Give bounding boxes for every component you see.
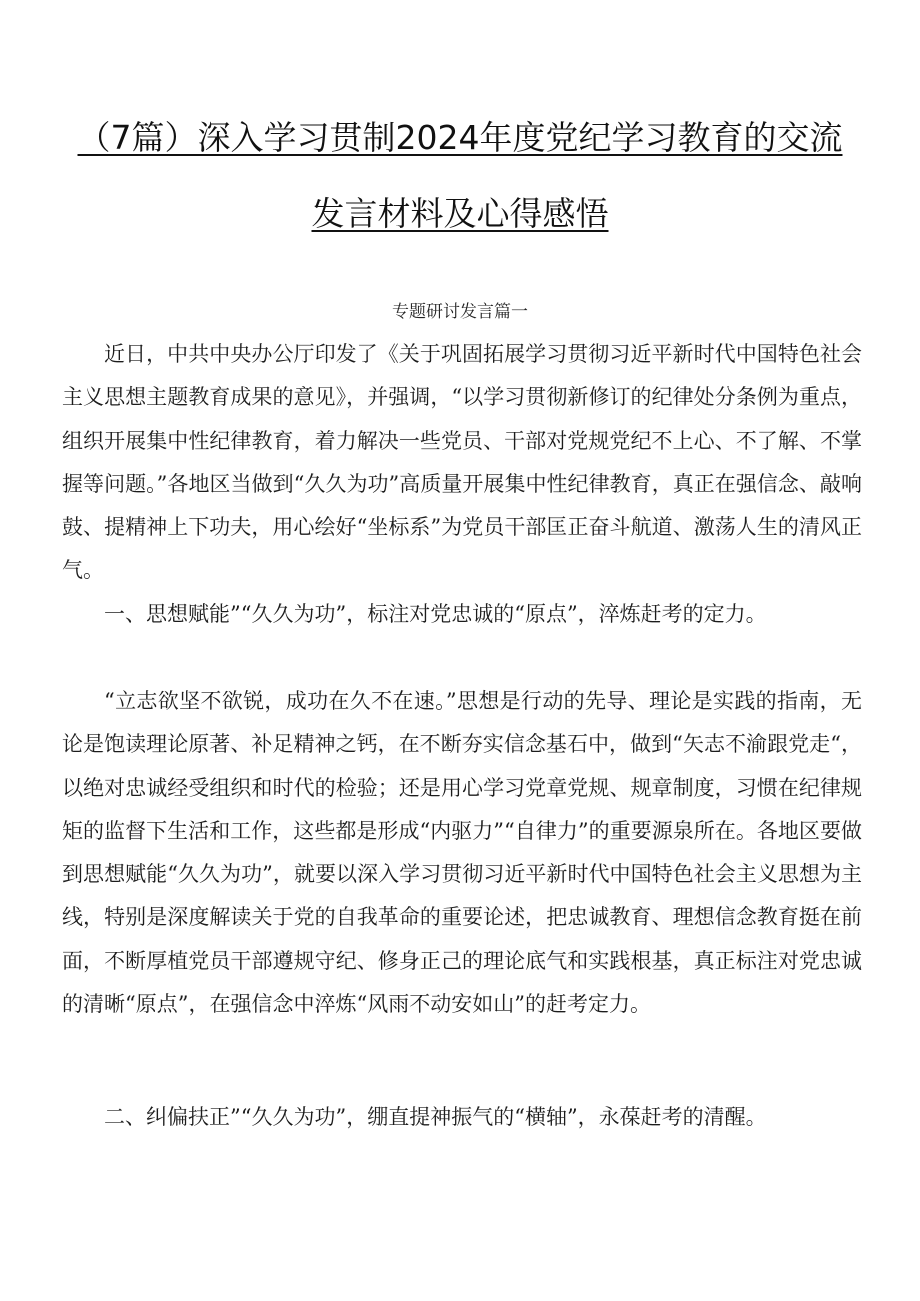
paragraph-heading-two: 二、纠偏扶正”“久久为功”，绷直提神振气的“横轴”，永葆赶考的清醒。 bbox=[104, 1105, 767, 1129]
document-title-line-2: 发言材料及心得感悟 bbox=[311, 194, 609, 233]
document-title-line-1: （7篇）深入学习贯制2024年度党纪学习教育的交流 bbox=[77, 118, 843, 157]
paragraph-heading-one: 一、思想赋能”“久久为功”，标注对党忠诚的“原点”，淬炼赶考的定力。 bbox=[104, 602, 767, 626]
paragraph-intro: 近日，中共中央办公厅印发了《关于巩固拓展学习贯彻习近平新时代中国特色社会主义思想主题教育成果的意见》，并强调，“以学习贯彻新修订的纪律处分条例为重点，组织开展集中性纪律教育，着力解决一些党员、干部对党规党纪不上心、不了解、不掌握等问题。”各地区当做到“久久为功”高质量开展集中性纪律教育，真正在强信念、敲响鼓、提精神上下功夫，用心绘好“坐标系”为党员干部匡正奋斗航道、激荡人生的清风正气。 bbox=[62, 342, 862, 583]
paragraph-body-one: “立志欲坚不欲锐，成功在久不在速。”思想是行动的先导、理论是实践的指南，无论是饱读理论原著、补足精神之钙，在不断夯实信念基石中，做到“矢志不渝跟党走“，以绝对忠诚经受组织和时代的检验；还是用心学习党章党规、规章制度，习惯在纪律规矩的监督下生活和工作，这些都是形成“内驱力”“自律力”的重要源泉所在。各地区要做到思想赋能“久久为功”，就要以深入学习贯彻习近平新时代中国特色社会主义思想为主线，特别是深度解读关于党的自我革命的重要论述，把忠诚教育、理想信念教育挺在前面，不断厚植党员干部遵规守纪、修身正己的理论底气和实践根基，真正标注对党忠诚的清晰“原点”，在强信念中淬炼“风雨不动安如山”的赶考定力。 bbox=[62, 689, 862, 1017]
section-subtitle: 专题研讨发言篇一 bbox=[392, 302, 528, 322]
